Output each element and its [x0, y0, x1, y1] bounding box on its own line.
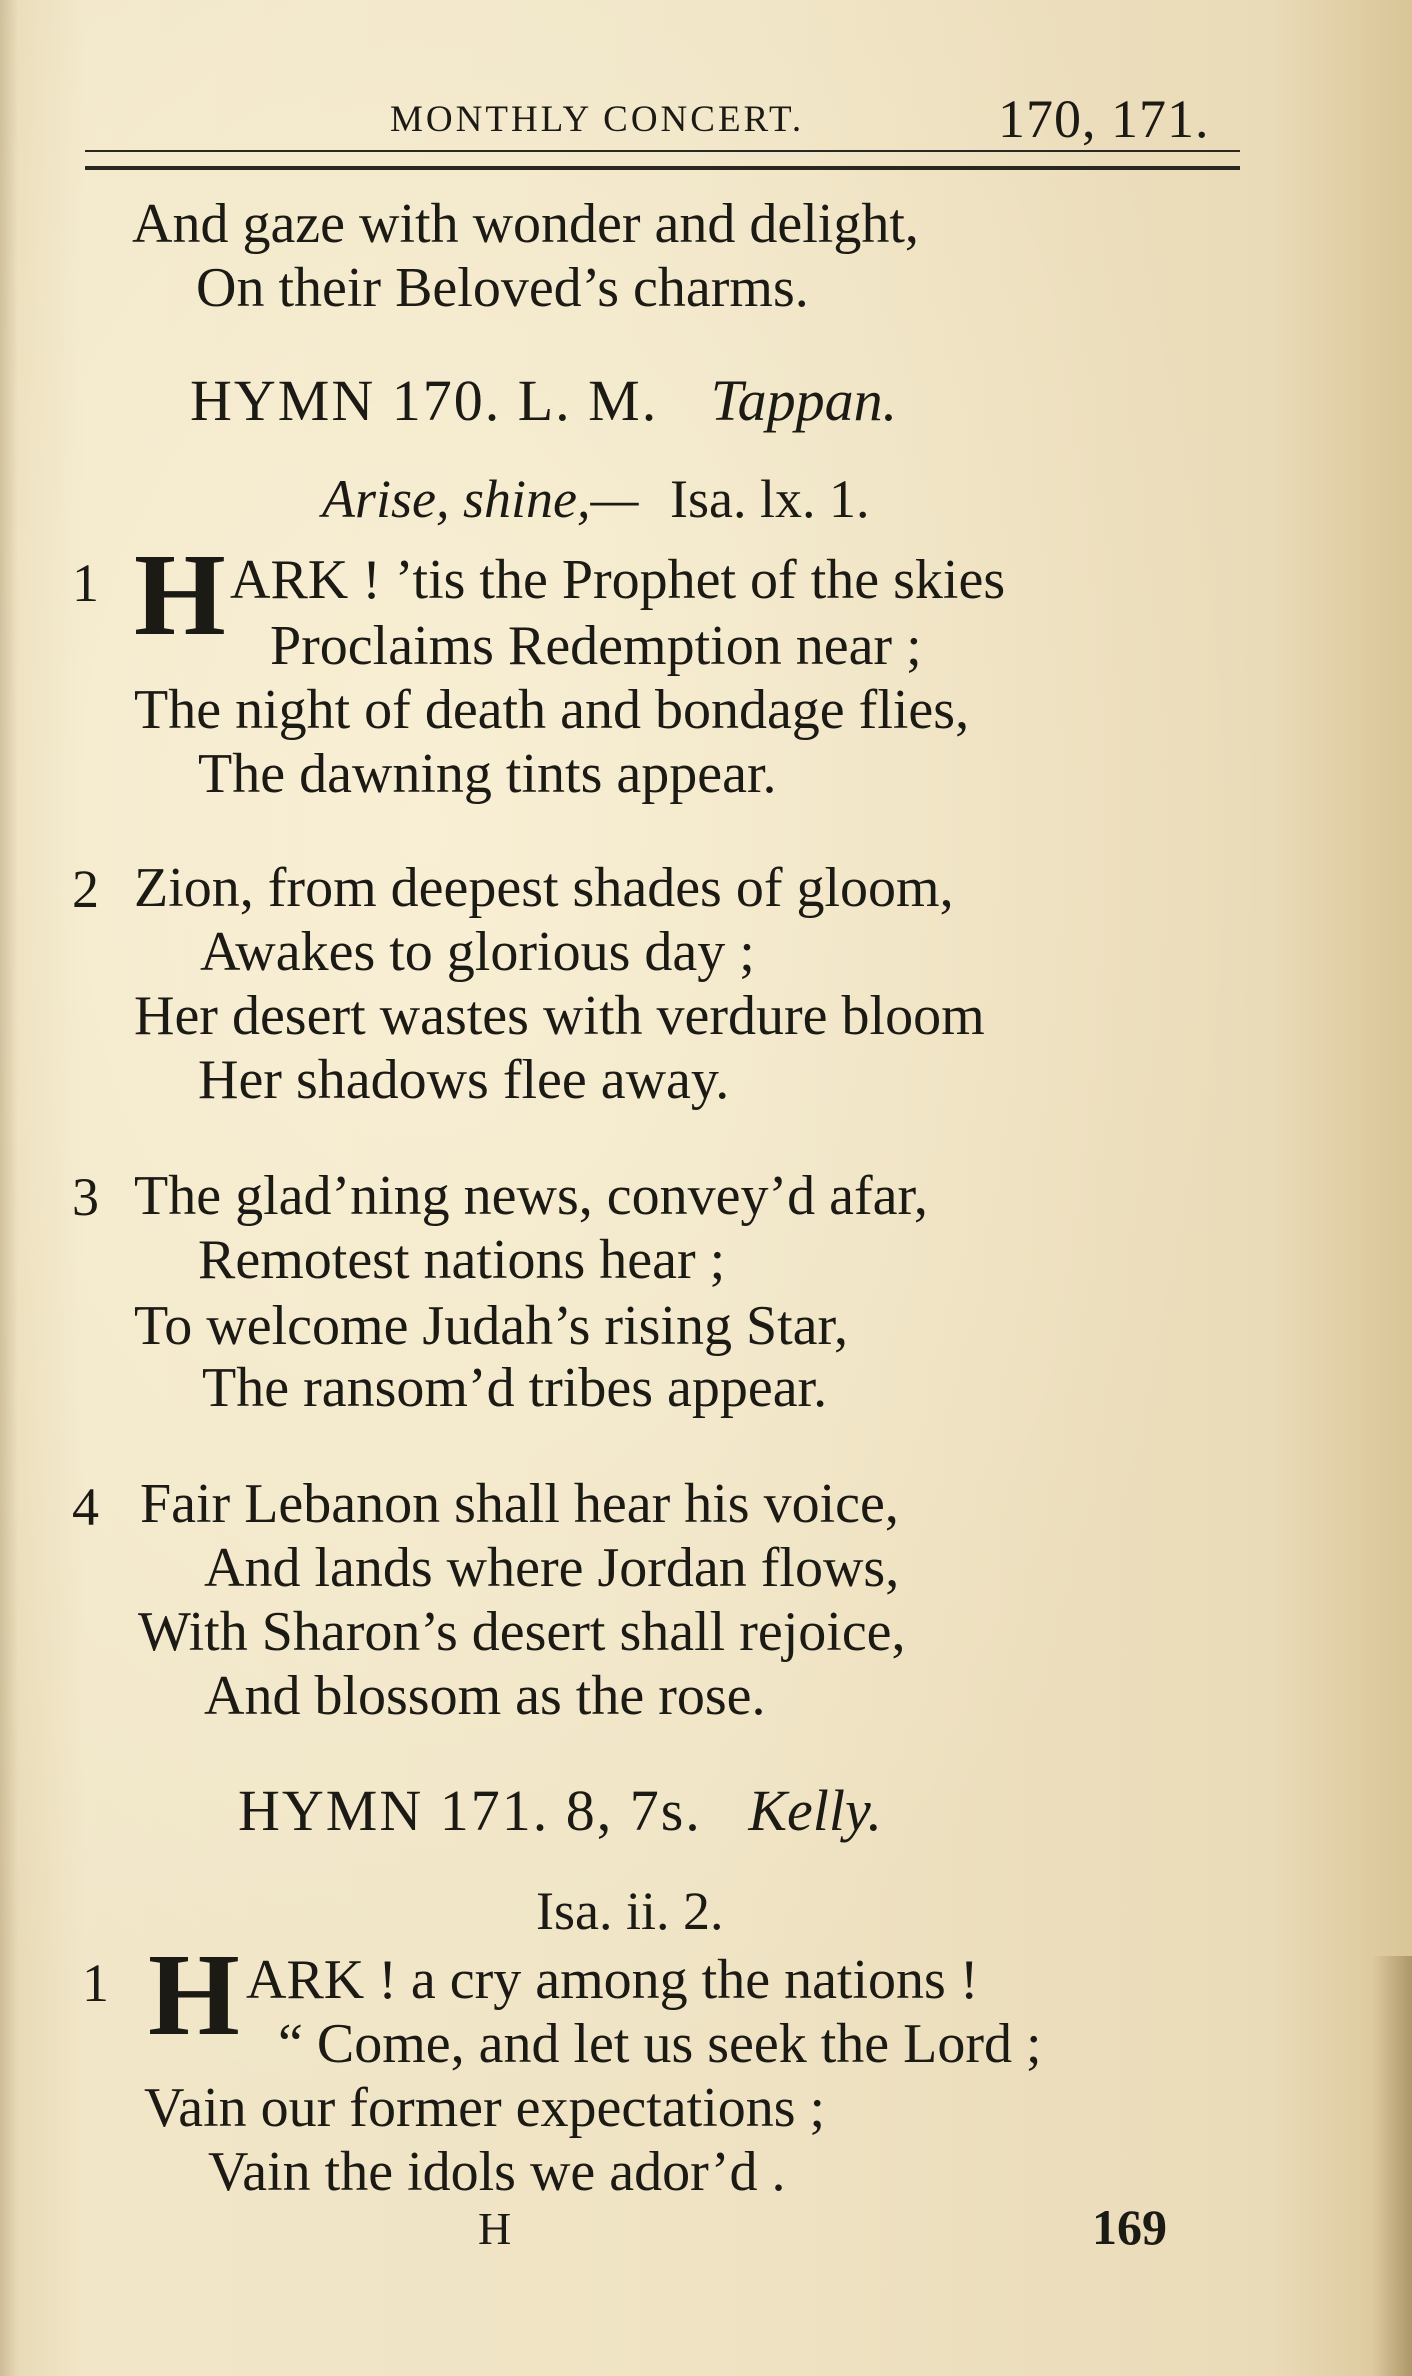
- hymn-171-tune: Kelly.: [748, 1778, 883, 1843]
- hymn-170-scripture-ref: Isa. lx. 1.: [670, 469, 870, 529]
- hymn-170-scripture-text: Arise, shine,—: [322, 469, 639, 529]
- hymn-170-verse-2-line-3: Her desert wastes with verdure bloom: [134, 985, 985, 1047]
- hymn-170-verse-1-number: 1: [72, 553, 99, 613]
- intro-line-1: And gaze with wonder and delight,: [132, 193, 919, 255]
- page-number: 169: [1092, 2199, 1167, 2255]
- hymn-170-tune: Tappan.: [710, 368, 898, 433]
- hymn-170-verse-4-line-2: And lands where Jordan flows,: [204, 1537, 900, 1599]
- hymn-170-verse-2-number: 2: [72, 859, 99, 919]
- hymn-170-verse-3-line-2: Remotest nations hear ;: [198, 1229, 726, 1291]
- hymn-171-heading: [238, 1778, 883, 1843]
- hymn-171-verse-1-number: 1: [82, 1953, 109, 2013]
- intro-line-2: On their Beloved’s charms.: [196, 257, 809, 319]
- hymn-170-verse-3-line-1: The glad’ning news, convey’d afar,: [134, 1165, 928, 1227]
- hymn-170-verse-3-line-3: To welcome Judah’s rising Star,: [134, 1295, 848, 1357]
- hymn-171-scripture-ref: Isa. ii. 2.: [536, 1881, 724, 1941]
- running-head-hymn-numbers: 170, 171.: [998, 89, 1210, 149]
- hymn-170-scripture: [322, 469, 870, 529]
- hymn-170-verse-2-line-1: Zion, from deepest shades of gloom,: [134, 857, 954, 919]
- hymn-170-verse-2-line-2: Awakes to glorious day ;: [200, 921, 755, 983]
- header-rule-thin: [85, 150, 1240, 152]
- hymn-170-verse-3-line-4: The ransom’d tribes appear.: [202, 1357, 828, 1419]
- hymn-170-verse-4-line-4: And blossom as the rose.: [204, 1665, 766, 1727]
- hymn-171-verse-1-line-3: Vain our former expectations ;: [144, 2077, 826, 2139]
- hymn-170-title: HYMN 170. L. M.: [190, 368, 659, 433]
- hymn-171-drop-cap: H: [148, 1929, 240, 2060]
- running-head: [80, 88, 1240, 148]
- hymn-170-verse-4-number: 4: [72, 1477, 99, 1537]
- hymn-171-verse-1-line-1: ARK ! a cry among the nations !: [246, 1949, 979, 2011]
- header-rule-thick: [85, 166, 1240, 170]
- hymn-170-verse-1-line-4: The dawning tints appear.: [198, 743, 777, 805]
- hymn-171-verse-1-line-2: “ Come, and let us seek the Lord ;: [278, 2013, 1042, 2075]
- hymn-170-verse-1-line-1: ARK ! ’tis the Prophet of the skies: [230, 549, 1006, 611]
- hymn-171-verse-1-line-4: Vain the idols we ador’d .: [208, 2141, 786, 2203]
- hymn-170-verse-4-line-3: With Sharon’s desert shall rejoice,: [138, 1601, 906, 1663]
- hymn-170-heading: [190, 368, 898, 433]
- hymn-170-verse-3-number: 3: [72, 1167, 99, 1227]
- page-edge-shadow: [1372, 1956, 1412, 2376]
- hymn-171-title: HYMN 171. 8, 7s.: [238, 1778, 702, 1843]
- hymn-170-verse-1-line-3: The night of death and bondage flies,: [134, 679, 970, 741]
- hymn-170-drop-cap: H: [134, 529, 226, 660]
- signature-mark: H: [478, 2203, 512, 2254]
- hymn-170-verse-1-line-2: Proclaims Redemption near ;: [270, 615, 922, 677]
- hymn-170-verse-4-line-1: Fair Lebanon shall hear his voice,: [140, 1473, 899, 1535]
- running-head-title: MONTHLY CONCERT.: [390, 99, 805, 140]
- page-gutter-shadow: [0, 0, 18, 2376]
- hymn-171-scripture: [536, 1881, 724, 1941]
- hymn-170-verse-2-line-4: Her shadows flee away.: [198, 1049, 730, 1111]
